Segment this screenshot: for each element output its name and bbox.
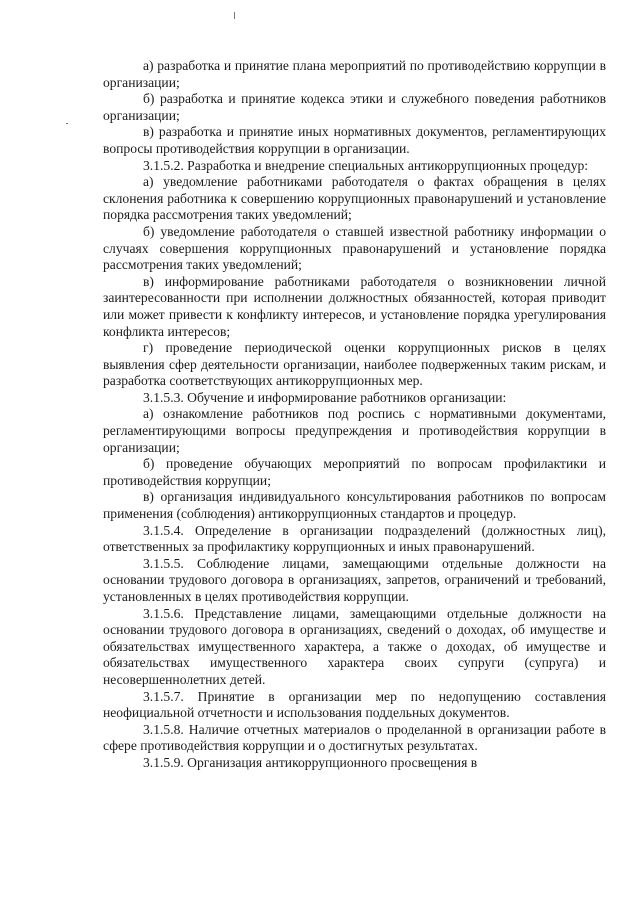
paragraph: в) информирование работниками работодателя о возникновении личной заинтересованности при исполнении должностных обязанностей, которая приводит или может привести к конфликту интересов, и установление порядка урегулирования конфликта интересов; xyxy=(103,273,606,339)
section-heading-3-1-5-3: 3.1.5.3. Обучение и информирование работников организации: xyxy=(143,389,507,405)
scan-mark-top xyxy=(234,12,235,19)
paragraph: б) проведение обучающих мероприятий по вопросам профилактики и противодействия коррупции; xyxy=(103,456,606,488)
section-3-1-5-6: 3.1.5.6. Представление лицами, замещающими отдельные должности на основании трудового договора в организациях, сведений о доходах, об имуществе и обязательствах имущественного характера, а также о доходах, об имуществе и обязательствах имущественного характера своих супруги (супруга) и несовершеннолетних детей. xyxy=(103,605,606,687)
section-3-1-5-9: 3.1.5.9. Организация антикоррупционного просвещения в xyxy=(143,754,478,770)
section-heading-3-1-5-2: 3.1.5.2. Разработка и внедрение специальных антикоррупционных процедур: xyxy=(143,157,589,173)
section-3-1-5-4: 3.1.5.4. Определение в организации подразделений (должностных лиц), ответственных за профилактику коррупционных и иных правонарушений. xyxy=(103,522,606,555)
paragraph: а) ознакомление работников под роспись с нормативными документами, регламентирующими вопросы предупреждения и противодействия коррупции в организации; xyxy=(103,406,606,455)
section-3-1-5-5: 3.1.5.5. Соблюдение лицами, замещающими отдельные должности на основании трудового договора в организациях, запретов, ограничений и требований, установленных в целях противодействия коррупции. xyxy=(103,555,606,604)
paragraph: а) разработка и принятие плана мероприятий по противодействию коррупции в организации; xyxy=(103,58,606,90)
paragraph: б) уведомление работодателя о ставшей известной работнику информации о случаях совершения коррупционных правонарушений и установление порядка рассмотрения таких уведомлений; xyxy=(103,223,606,273)
document-body xyxy=(103,58,606,772)
paragraph: б) разработка и принятие кодекса этики и служебного поведения работников организации; xyxy=(103,91,606,123)
paragraph: в) организация индивидуального консультирования работников по вопросам применения (соблюдения) антикоррупционных стандартов и процедур. xyxy=(103,489,606,522)
paragraph: а) уведомление работниками работодателя о фактах обращения в целях склонения работника к совершению коррупционных правонарушений и установление порядка рассмотрения таких уведомлений; xyxy=(103,174,606,223)
scan-mark-left xyxy=(66,123,68,124)
paragraph: г) проведение периодической оценки коррупционных рисков в целях выявления сфер деятельности организации, наиболее подверженных таким рискам, и разработка соответствующих антикоррупционных мер. xyxy=(103,340,606,389)
section-3-1-5-8: 3.1.5.8. Наличие отчетных материалов о проделанной в организации работе в сфере противодействия коррупции и о достигнутых результатах. xyxy=(103,721,606,754)
section-3-1-5-7: 3.1.5.7. Принятие в организации мер по недопущению составления неофициальной отчетности и использования поддельных документов. xyxy=(103,688,606,721)
paragraph: в) разработка и принятие иных нормативных документов, регламентирующих вопросы противодействия коррупции в организации. xyxy=(103,124,606,156)
